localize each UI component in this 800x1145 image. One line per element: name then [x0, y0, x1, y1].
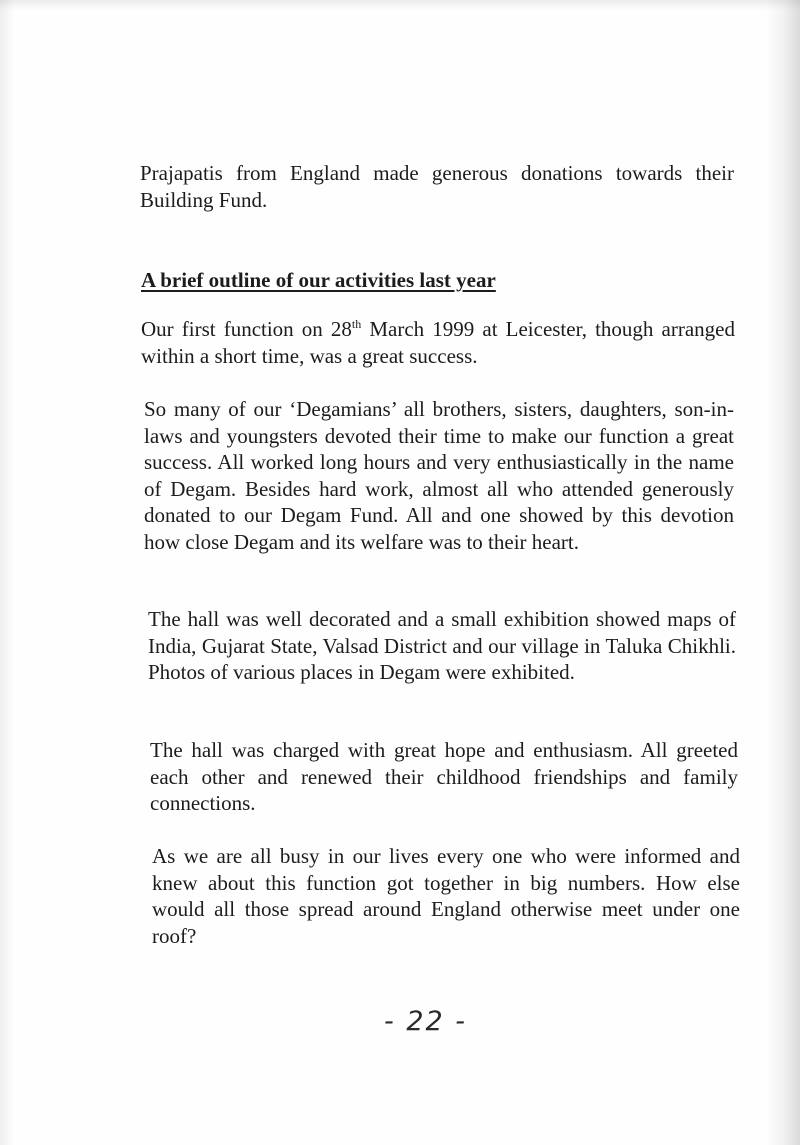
paragraph-first-function [141, 316, 735, 369]
paragraph-busy-lives: As we are all busy in our lives every one who were informed and knew about this function got together in big numbers. How else would all those spread around England otherwise meet under one roof? [152, 844, 740, 948]
page-number: - 22 - [384, 1006, 468, 1037]
paragraph-degamians: So many of our ‘Degamians’ all brothers, sisters, daughters, son-in-laws and youngsters devoted their time to make our function a great success. All worked long hours and very enthusiastically in the name of Degam. Besides hard work, almost all who attended generously donated to our Degam Fund. All and one showed by this devotion how close Degam and its welfare was to their heart. [144, 397, 734, 554]
page-edge-shadow-right [766, 0, 800, 1145]
section-heading: A brief outline of our activities last year [141, 268, 496, 292]
paragraph-hall-decorated: The hall was well decorated and a small exhibition showed maps of India, Gujarat State, Valsad District and our village in Taluka Chikhli. Photos of various places in Degam were exhibited. [148, 607, 736, 684]
page-edge-shadow-top [0, 0, 800, 10]
paragraph-first-function-start: Our first function on 28 [141, 317, 352, 341]
paragraph-first-function-end: March 1999 at Leicester, though arranged within a short time, was a great success. [141, 317, 735, 368]
paragraph-donations: Prajapatis from England made generous donations towards their Building Fund. [140, 161, 734, 212]
ordinal-suffix: th [351, 317, 362, 331]
page-edge-shadow-left [0, 0, 14, 1145]
paragraph-hall-enthusiasm: The hall was charged with great hope and enthusiasm. All greeted each other and renewed their childhood friendships and family connections. [150, 738, 738, 815]
